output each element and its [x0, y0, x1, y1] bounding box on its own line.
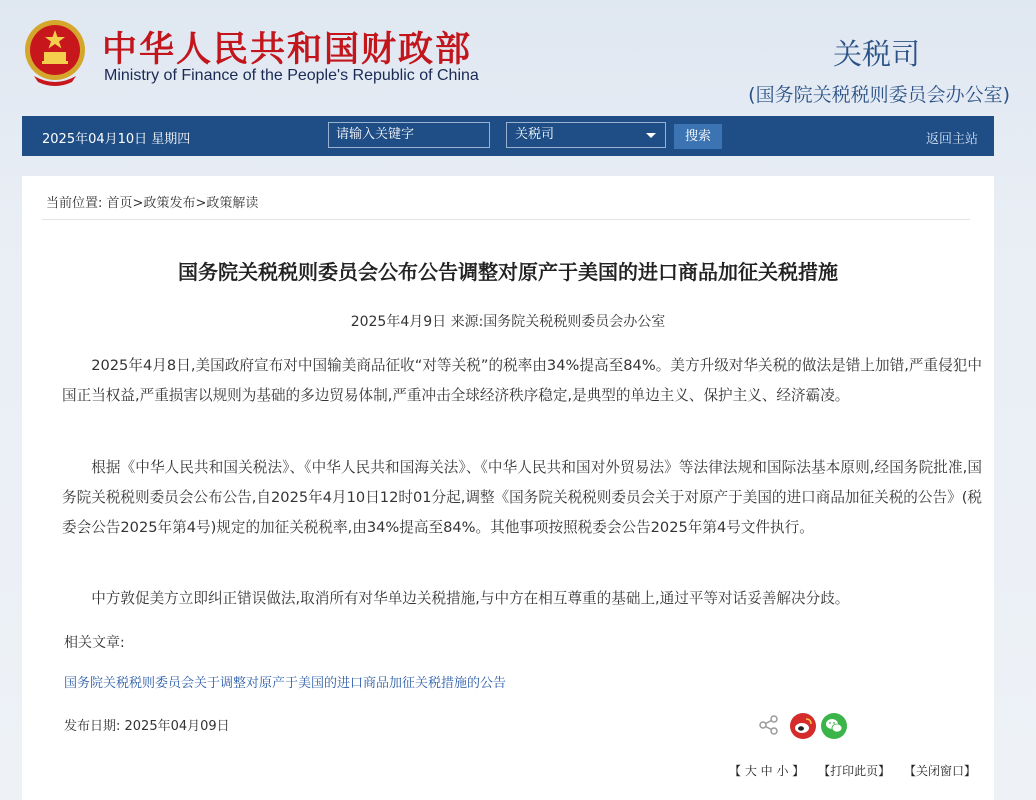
article-title: 国务院关税税则委员会公布公告调整对原产于美国的进口商品加征关税措施 — [178, 260, 838, 284]
current-date: 2025年04月10日 星期四 — [42, 132, 191, 147]
related-articles-label: 相关文章: — [64, 635, 125, 651]
breadcrumb-label: 当前位置: — [46, 196, 103, 211]
article-paragraph: 根据《中华人民共和国关税法》、《中华人民共和国海关法》、《中华人民共和国对外贸易法》等法律法规和国际法基本原则,经国务院批准,国务院关税税则委员会公布公告,自2025年4月10日12时01分起,调整《国务院关税税则委员会关于对原产于美国的进口商品加征关税的公告》(税委会公告2025年第4号)规定的加征关税税率,由34%提高至84%。其他事项按照税委会公告2025年第4号文件执行。 — [62, 459, 982, 536]
publish-date: 发布日期: 2025年04月09日 — [64, 719, 230, 734]
share-icon[interactable] — [758, 714, 780, 736]
site-title: 中华人民共和国财政部 — [102, 29, 473, 70]
article-paragraph: 2025年4月8日,美国政府宣布对中国输美商品征收“对等关税”的税率由34%提高至84%。美方升级对华关税的做法是错上加错,严重侵犯中国正当权益,严重损害以规则为基础的多边贸易体制,严重冲击全球经济秩序稳定,是典型的单边主义、保护主义、经济霸凌。 — [62, 357, 982, 404]
return-home-link[interactable]: 返回主站 — [925, 132, 978, 147]
breadcrumb — [46, 192, 258, 211]
department-name: 关税司 — [832, 37, 920, 71]
search-button[interactable]: 搜索 — [674, 124, 722, 149]
breadcrumb-interpretation[interactable]: 政策解读 — [206, 196, 259, 211]
print-page-link[interactable]: 【打印此页】 — [818, 764, 891, 778]
department-subtitle: (国务院关税税则委员会办公室) — [748, 84, 1010, 106]
search-scope-select[interactable] — [506, 122, 666, 148]
article-meta: 2025年4月9日 来源:国务院关税税则委员会办公室 — [350, 314, 666, 330]
close-window-link[interactable]: 【关闭窗口】 — [903, 764, 976, 778]
article-panel — [22, 176, 994, 800]
divider — [42, 219, 970, 220]
national-emblem-icon — [22, 18, 88, 88]
wechat-icon[interactable] — [821, 713, 847, 739]
weibo-icon[interactable] — [790, 713, 816, 739]
site-header — [0, 0, 1036, 116]
page-tools — [719, 762, 976, 779]
font-size-toggle[interactable]: 【 大 中 小 】 — [729, 764, 805, 778]
breadcrumb-separator: > — [195, 196, 207, 211]
chevron-down-icon — [646, 133, 656, 138]
nav-bar — [22, 116, 994, 156]
search-input[interactable]: 请输入关键字 — [328, 122, 490, 148]
breadcrumb-home[interactable]: 首页 — [106, 196, 133, 211]
breadcrumb-separator: > — [132, 196, 144, 211]
related-article-link[interactable]: 国务院关税税则委员会关于调整对原产于美国的进口商品加征关税措施的公告 — [64, 676, 507, 691]
search-scope-value: 关税司 — [515, 127, 555, 142]
site-title-english: Ministry of Finance of the People's Republic of China — [104, 67, 479, 84]
breadcrumb-policy[interactable]: 政策发布 — [143, 196, 196, 211]
article-paragraph: 中方敦促美方立即纠正错误做法,取消所有对华单边关税措施,与中方在相互尊重的基础上,通过平等对话妥善解决分歧。 — [91, 590, 850, 607]
